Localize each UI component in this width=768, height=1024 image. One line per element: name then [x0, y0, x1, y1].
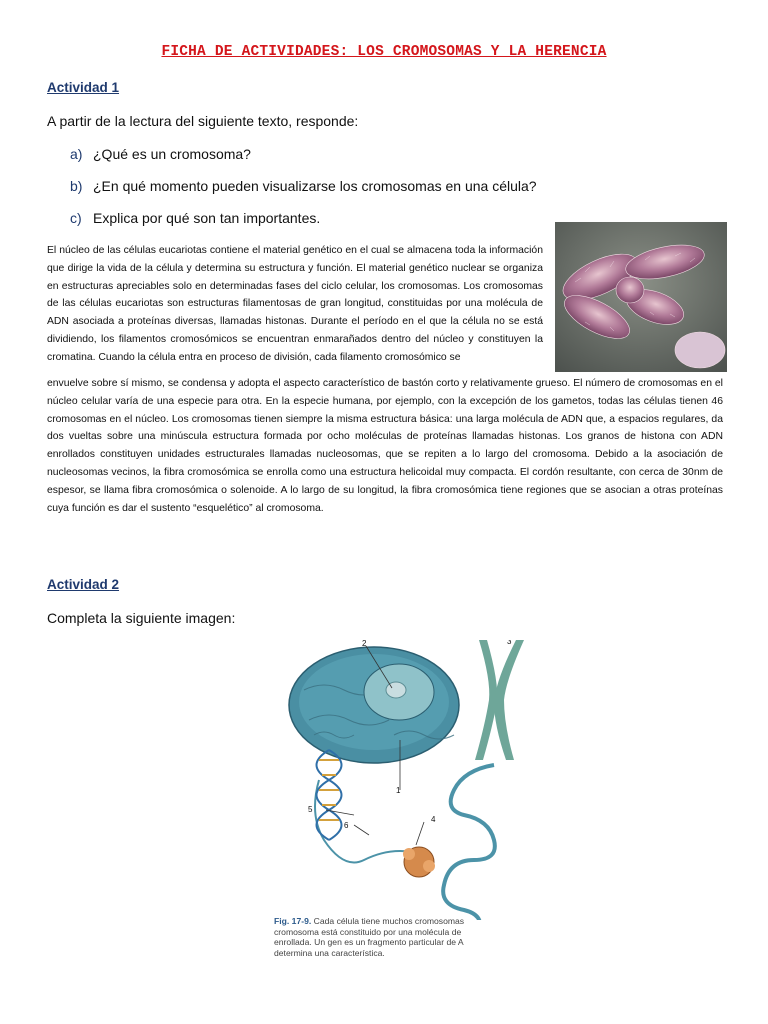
caption-line-4: determina una característica. — [274, 947, 385, 958]
figure-number: Fig. 17-9. — [274, 916, 312, 926]
figure-label-3: 3 — [507, 640, 512, 646]
activity-1-heading: Actividad 1 — [47, 80, 120, 95]
activity-2-prompt: Completa la siguiente imagen: — [47, 610, 236, 626]
caption-line-1: Cada célula tiene muchos cromosomas — [313, 916, 465, 926]
chromosome-micrograph — [555, 222, 727, 372]
question-c — [70, 210, 320, 226]
worksheet-title: FICHA DE ACTIVIDADES: LOS CROMOSOMAS Y LA HERENCIA — [161, 44, 607, 60]
question-b — [70, 178, 537, 194]
chromosome-structure-figure — [274, 640, 530, 962]
reading-text-part-2: envuelve sobre sí mismo, se condensa y adopta el aspecto característico de bastón corto y relativamente grueso. El número de cromosomas en el núcleo celular varía de una especie para otra. En la especie humana, por ejemplo, con la excepción de los gametos, todas las células tienen 46 cromosomas en el núcleo. Los cromosomas tienen siempre la misma estructura básica: una larga molécula de ADN que, a espacios regulares, da dos vueltas sobre una minúscula estructura formada por ocho moléculas de proteínas llamadas histonas. Los granos de histona con ADN enrollados constituyen unidades estructurales llamadas nucleosomas, que se repiten a lo largo del cromosoma. Debido a la asociación de nucleosomas vecinos, la fibra cromosómica se enrolla como una estructura helicoidal muy compacta. El cordón resultante, con cerca de 30nm de espesor, se llama fibra cromosómica o solenoide. A lo largo de su longitud, la fibra cromosómica tiene regiones que se asocian a otras proteínas cuya función es dar el sustento “esquelético” al cromosoma. — [47, 378, 723, 514]
question-text: Explica por qué son tan importantes. — [93, 210, 321, 226]
activity-1-prompt: A partir de la lectura del siguiente texto, responde: — [47, 113, 359, 129]
question-label: c) — [70, 210, 82, 226]
figure-label-4: 4 — [431, 815, 436, 824]
figure-label-2: 2 — [362, 640, 367, 648]
activity-2-heading: Actividad 2 — [47, 577, 120, 592]
figure-number-labels — [274, 640, 530, 920]
question-text: ¿Qué es un cromosoma? — [93, 146, 251, 162]
figure-caption — [274, 916, 530, 958]
reading-text-part-1: El núcleo de las células eucariotas contiene el material genético en el cual se almacena toda la información que dirige la vida de la célula y determina su estructura y función. El material genético nuclear se organiza en estructuras apreciables solo en determinadas fases del ciclo celular, los cromosomas. Los cromosomas de las células eucariotas son estructuras filamentosas de gran longitud, constituidas por una molécula de ADN asociada a proteínas diversas, llamadas histonas. Durante el período en el que la célula no se está dividiendo, los filamentos cromosómicos se encuentran enmarañados dentro del núcleo y constituyen la cromatina. Cuando la célula entra en proceso de división, cada filamento cromosómico se — [47, 245, 543, 363]
figure-label-5: 5 — [308, 805, 313, 814]
question-a — [70, 146, 251, 162]
question-label: b) — [70, 178, 83, 194]
chromosome-photo-icon — [555, 222, 727, 372]
caption-line-3: enrollada. Un gen es un fragmento particular de A — [274, 937, 464, 947]
figure-label-6: 6 — [344, 821, 349, 830]
figure-label-1: 1 — [396, 786, 401, 795]
caption-line-2: cromosoma está constituido por una molécula de — [274, 926, 462, 937]
question-label: a) — [70, 146, 83, 162]
question-text: ¿En qué momento pueden visualizarse los cromosomas en una célula? — [93, 178, 537, 194]
